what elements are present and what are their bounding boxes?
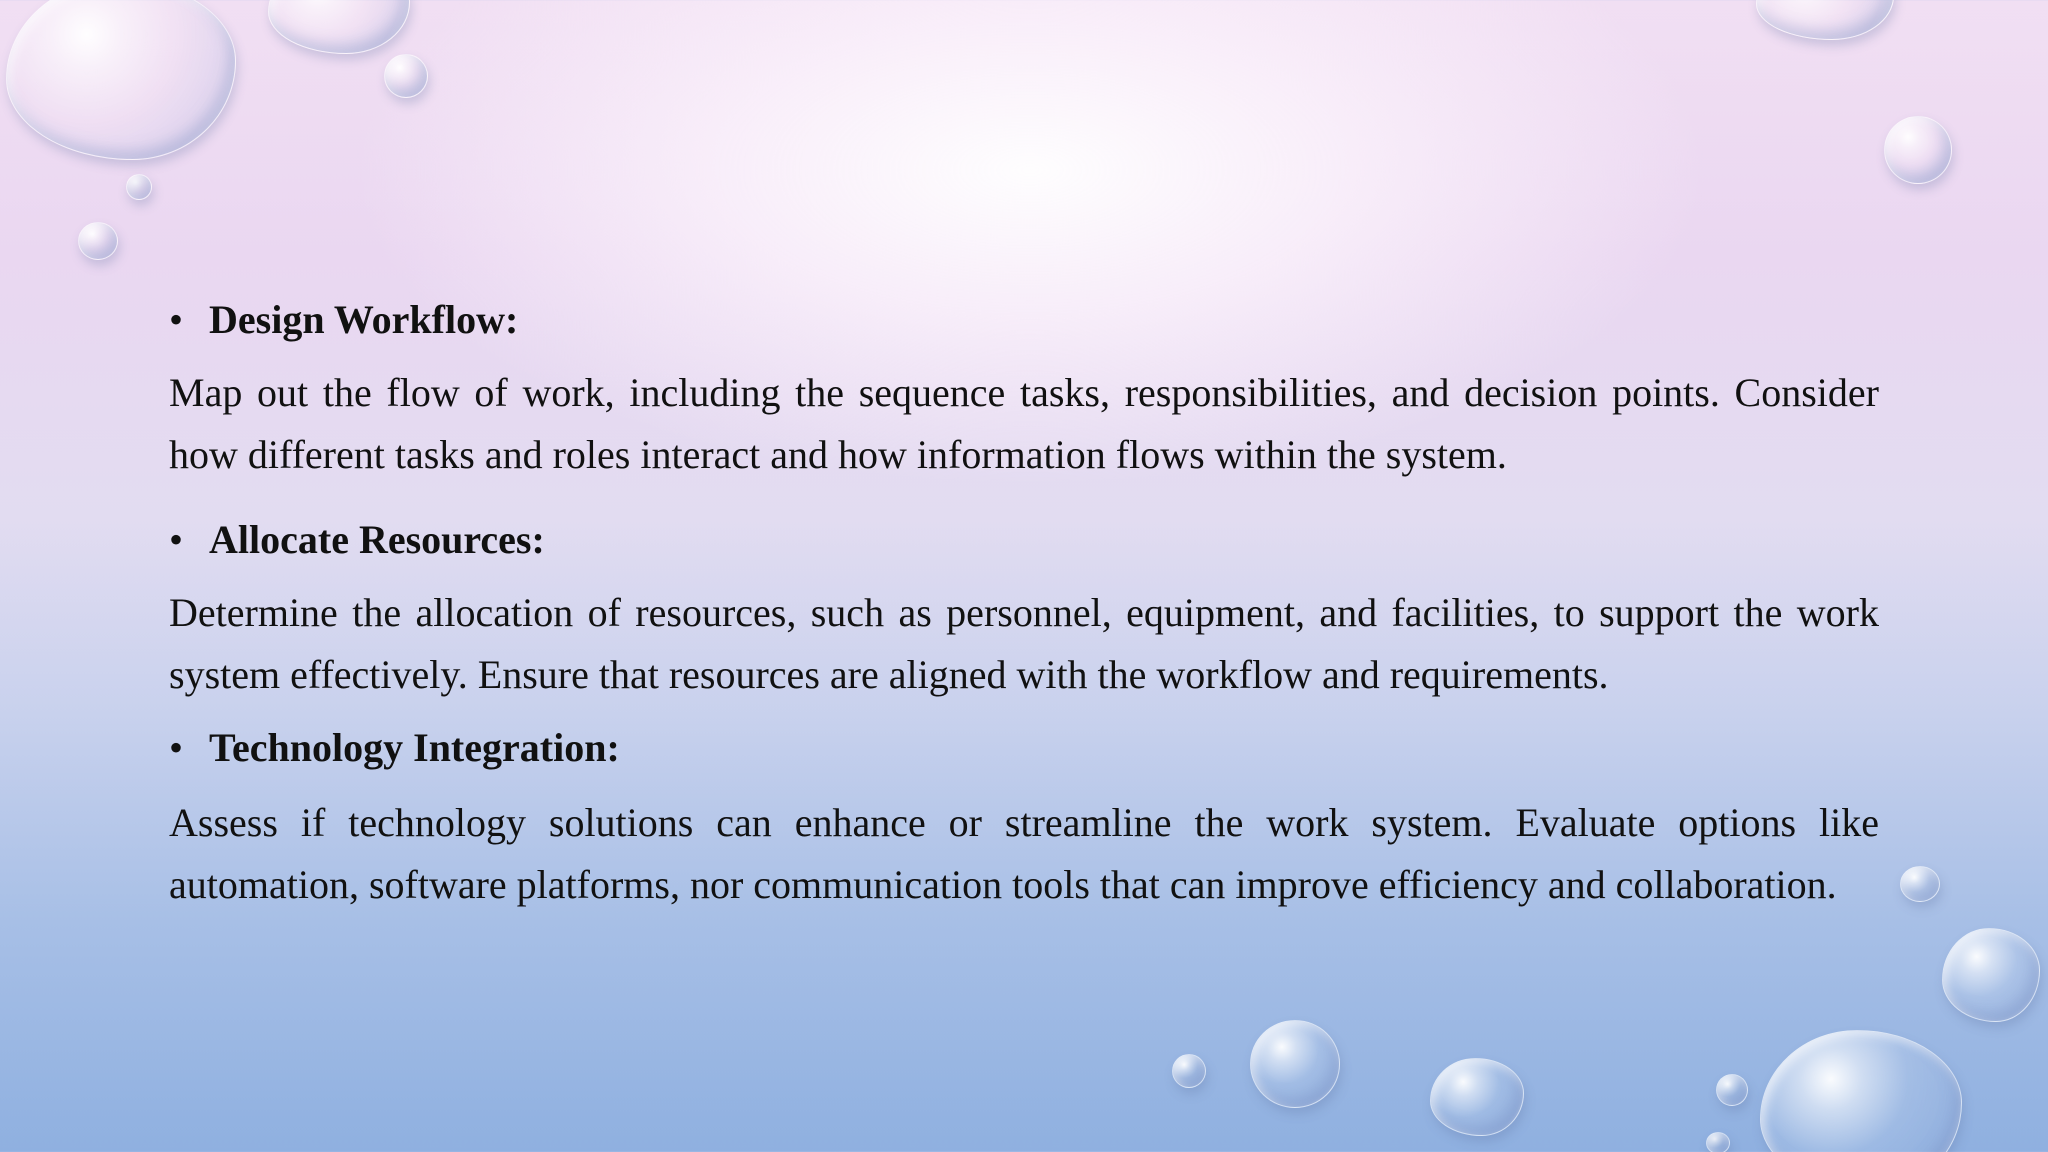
section-heading bbox=[169, 718, 1879, 778]
section-heading bbox=[169, 290, 1879, 350]
water-droplet-decoration bbox=[1884, 116, 1952, 184]
water-droplet-decoration bbox=[1900, 866, 1940, 902]
heading-text-technology-integration: Technology Integration: bbox=[209, 725, 620, 770]
water-droplet-decoration bbox=[78, 222, 118, 260]
water-droplet-decoration bbox=[6, 0, 236, 160]
bullet-point: • bbox=[169, 297, 184, 342]
slide-content bbox=[169, 290, 1879, 916]
section-body-allocate-resources: Determine the allocation of resources, such as personnel, equipment, and facilities, to support the work system effectively. Ensure that resources are aligned with the workflow and requirements. bbox=[169, 590, 1879, 697]
water-droplet-decoration bbox=[1756, 0, 1894, 40]
water-droplet-decoration bbox=[1706, 1132, 1730, 1152]
water-droplet-decoration bbox=[268, 0, 410, 54]
heading-text-design-workflow: Design Workflow: bbox=[209, 297, 519, 342]
section-heading bbox=[169, 510, 1879, 570]
heading-text-allocate-resources: Allocate Resources: bbox=[209, 517, 545, 562]
water-droplet-decoration bbox=[1716, 1074, 1748, 1106]
water-droplet-decoration bbox=[1760, 1030, 1962, 1152]
water-droplet-decoration bbox=[1942, 928, 2040, 1022]
water-droplet-decoration bbox=[1250, 1020, 1340, 1108]
section-body-technology-integration: Assess if technology solutions can enhance or streamline the work system. Evaluate options like automation, software platforms, nor communication tools that can improve efficiency and collaboration. bbox=[169, 800, 1879, 907]
water-droplet-decoration bbox=[126, 174, 152, 200]
section-body-design-workflow: Map out the flow of work, including the sequence tasks, responsibilities, and decision points. Consider how different tasks and roles interact and how information flows within the system. bbox=[169, 370, 1879, 477]
water-droplet-decoration bbox=[384, 54, 428, 98]
bullet-point: • bbox=[169, 725, 184, 770]
water-droplet-decoration bbox=[1430, 1058, 1524, 1136]
bullet-point: • bbox=[169, 517, 184, 562]
water-droplet-decoration bbox=[1172, 1054, 1206, 1088]
